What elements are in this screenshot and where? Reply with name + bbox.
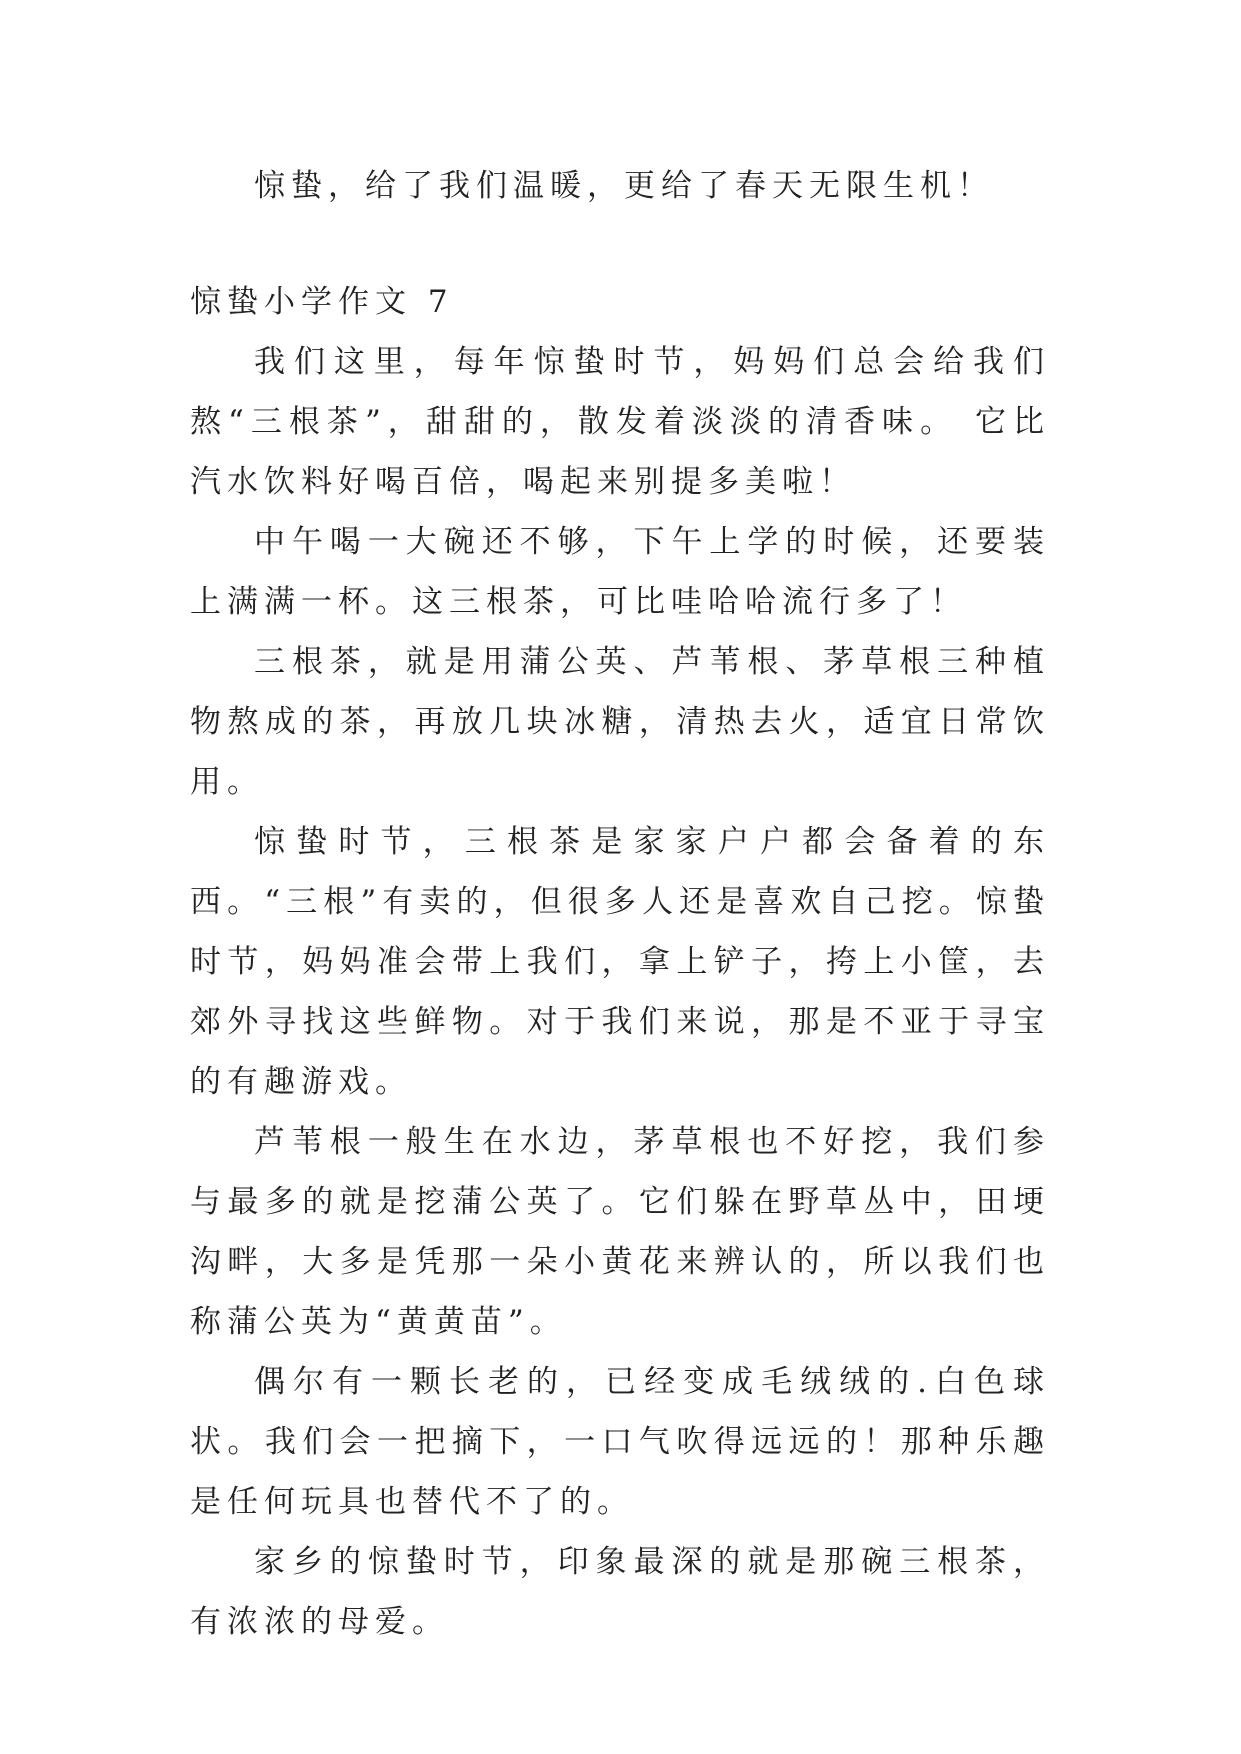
essay-section	[190, 272, 1050, 1652]
essay-paragraph: 我们这里，每年惊蛰时节，妈妈们总会给我们熬“三根茶”，甜甜的，散发着淡淡的清香味。 它比汽水饮料好喝百倍，喝起来别提多美啦！	[190, 344, 1050, 500]
essay-paragraph: 偶尔有一颗长老的，已经变成毛绒绒的.白色球状。我们会一把摘下，一口气吹得远远的！那种乐趣是任何玩具也替代不了的。	[190, 1364, 1050, 1520]
essay-paragraph: 中午喝一大碗还不够，下午上学的时候，还要装上满满一杯。这三根茶，可比哇哈哈流行多了！	[190, 524, 1050, 620]
essay-title: 惊蛰小学作文 7	[190, 284, 454, 320]
intro-section	[190, 156, 1050, 216]
essay-paragraph: 惊蛰时节，三根茶是家家户户都会备着的东西。“三根”有卖的，但很多人还是喜欢自己挖。惊蛰时节，妈妈准会带上我们，拿上铲子，挎上小筐，去郊外寻找这些鲜物。对于我们来说，那是不亚于寻宝的有趣游戏。	[190, 824, 1050, 1100]
essay-paragraph: 家乡的惊蛰时节，印象最深的就是那碗三根茶，有浓浓的母爱。	[190, 1544, 1050, 1640]
intro-paragraph: 惊蛰，给了我们温暖，更给了春天无限生机！	[254, 168, 994, 204]
essay-paragraph: 芦苇根一般生在水边，茅草根也不好挖，我们参与最多的就是挖蒲公英了。它们躲在野草丛中，田埂沟畔，大多是凭那一朵小黄花来辨认的，所以我们也称蒲公英为“黄黄苗”。	[190, 1124, 1050, 1340]
essay-paragraph: 三根茶，就是用蒲公英、芦苇根、茅草根三种植物熬成的茶，再放几块冰糖，清热去火，适宜日常饮用。	[190, 644, 1050, 800]
